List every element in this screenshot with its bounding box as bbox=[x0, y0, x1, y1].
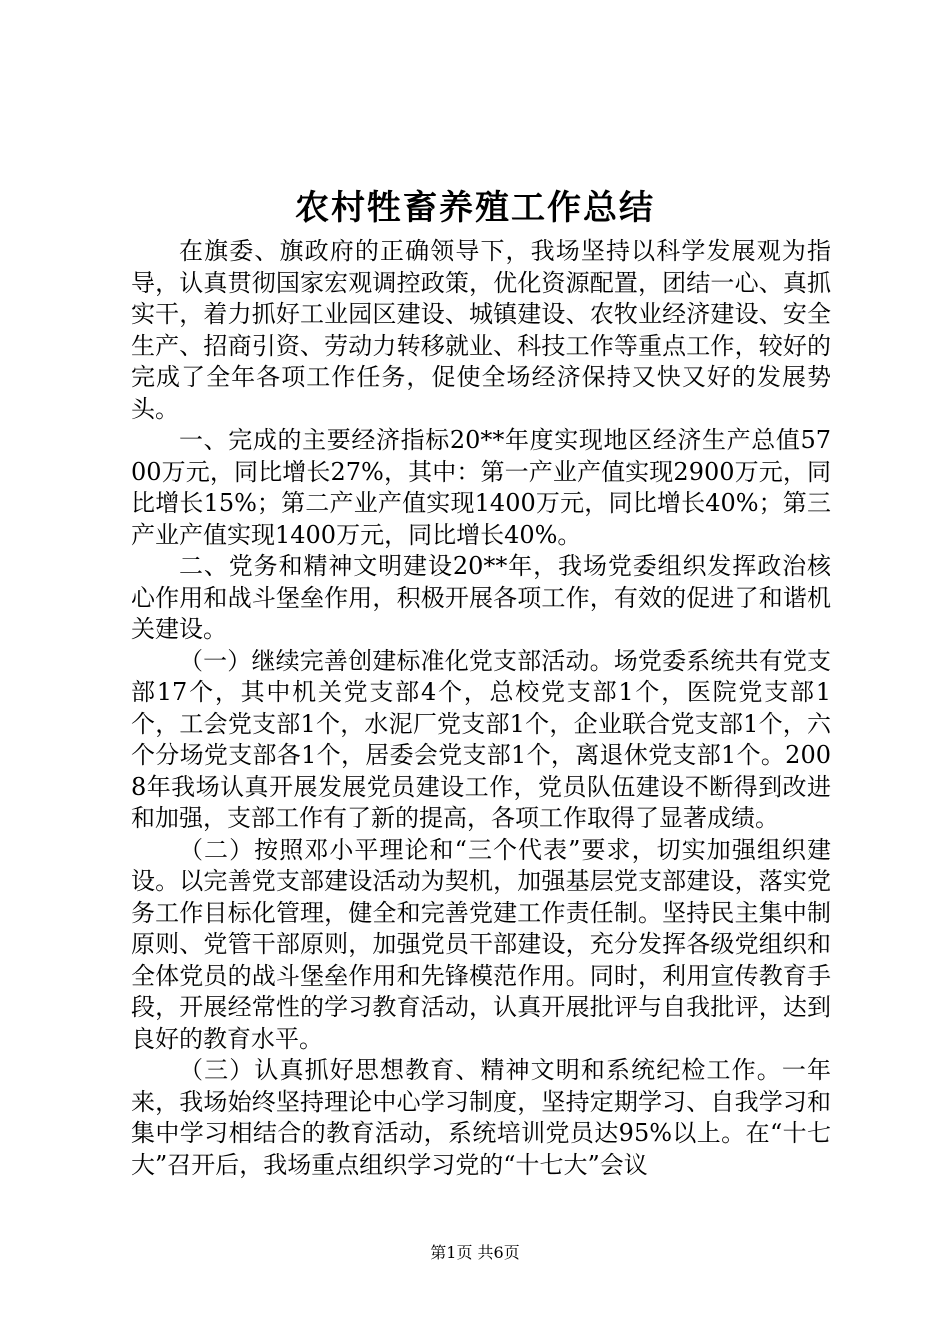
paragraph-economic-indicators: 一、完成的主要经济指标20**年度实现地区经济生产总值5700万元，同比增长27%，其中：第一产业产值实现2900万元，同比增长15%；第二产业产值实现1400万元，同比增长40%；第三产业产值实现1400万元，同比增长40%。 bbox=[131, 426, 831, 549]
paragraph-party-affairs: 二、党务和精神文明建设20**年，我场党委组织发挥政治核心作用和战斗堡垒作用，积极开展各项工作，有效的促进了和谐机关建设。 bbox=[131, 552, 831, 643]
paragraph-intro: 在旗委、旗政府的正确领导下，我场坚持以科学发展观为指导，认真贯彻国家宏观调控政策，优化资源配置，团结一心、真抓实干，着力抓好工业园区建设、城镇建设、农牧业经济建设、安全生产、招商引资、劳动力转移就业、科技工作等重点工作，较好的完成了全年各项工作任务，促使全场经济保持又快又好的发展势头。 bbox=[131, 237, 831, 423]
document-body bbox=[131, 236, 831, 1181]
paragraph-ideological-education: （三）认真抓好思想教育、精神文明和系统纪检工作。一年来，我场始终坚持理论中心学习制度，坚持定期学习、自我学习和集中学习相结合的教育活动，系统培训党员达95%以上。在“十七大”召开后，我场重点组织学习党的“十七大”会议 bbox=[131, 1056, 831, 1179]
document-title: 农村牲畜养殖工作总结 bbox=[295, 188, 655, 228]
paragraph-party-branch: （一）继续完善创建标准化党支部活动。场党委系统共有党支部17个，其中机关党支部4个，总校党支部1个，医院党支部1个，工会党支部1个，水泥厂党支部1个，企业联合党支部1个，六个分场党支部各1个，居委会党支部1个，离退休党支部1个。2008年我场认真开展发展党员建设工作，党员队伍建设不断得到改进和加强，支部工作有了新的提高，各项工作取得了显著成绩。 bbox=[131, 646, 831, 832]
paragraph-organization-building: （二）按照邓小平理论和“三个代表”要求，切实加强组织建设。以完善党支部建设活动为契机，加强基层党支部建设，落实党务工作目标化管理，健全和完善党建工作责任制。坚持民主集中制原则、党管干部原则，加强党员干部建设，充分发挥各级党组织和全体党员的战斗堡垒作用和先锋模范作用。同时，利用宣传教育手段，开展经常性的学习教育活动，认真开展批评与自我批评，达到良好的教育水平。 bbox=[131, 835, 831, 1053]
page-number-footer: 第1页 共6页 bbox=[430, 1243, 520, 1262]
